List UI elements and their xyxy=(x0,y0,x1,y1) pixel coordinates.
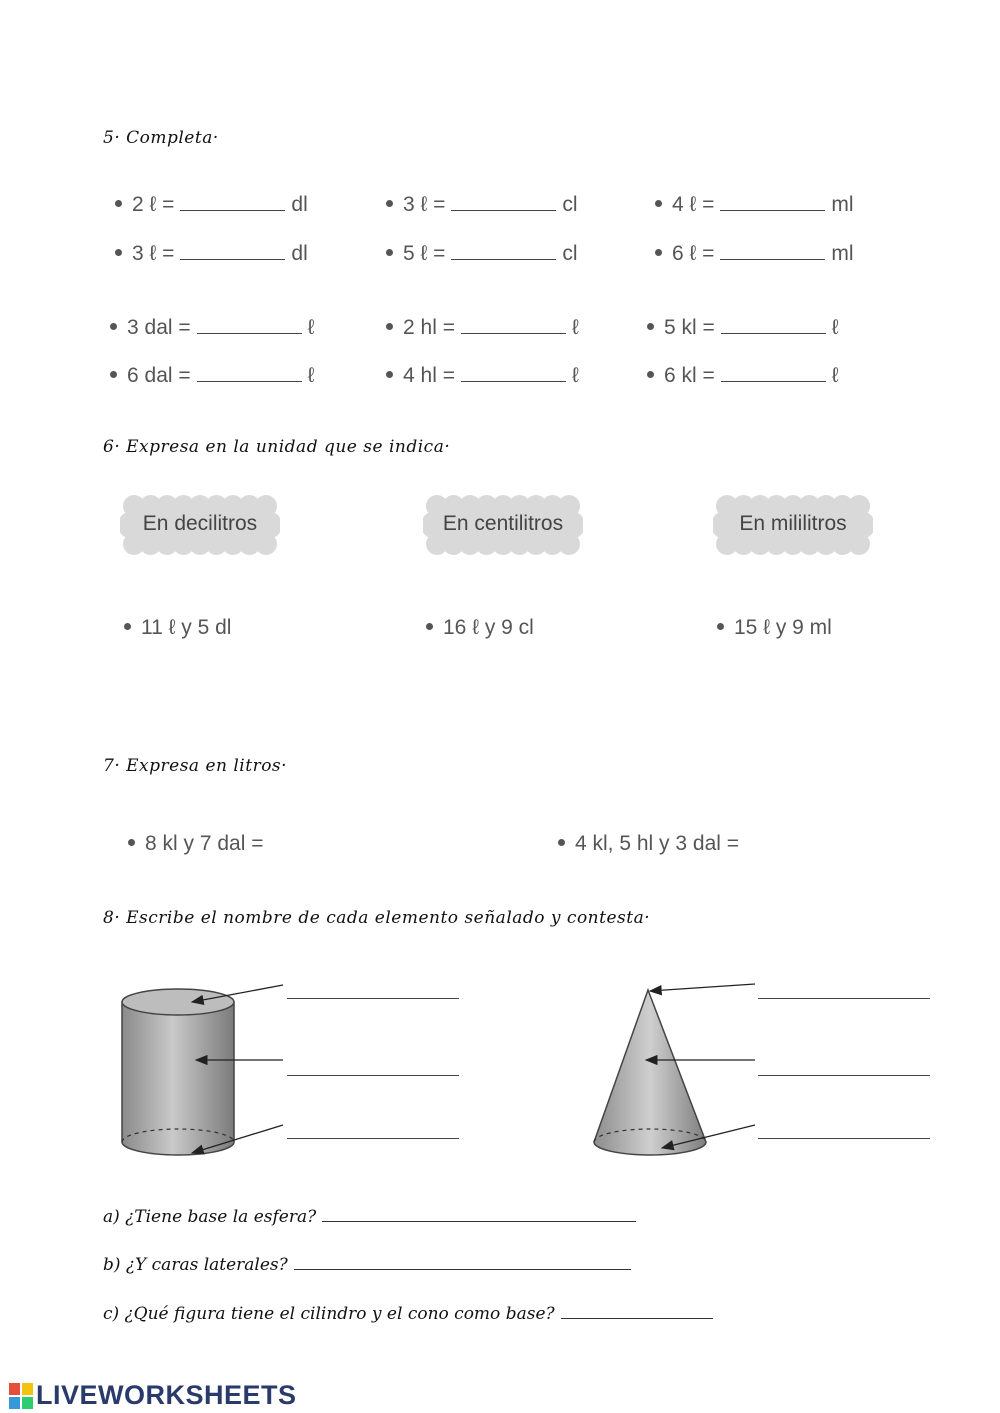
cloud-label: En centilitros xyxy=(442,512,564,535)
liveworksheets-logo-icon xyxy=(8,1382,34,1410)
bullet xyxy=(115,249,122,256)
exercise-6-answer[interactable] xyxy=(426,652,630,682)
answer-blank[interactable] xyxy=(451,196,556,211)
conversion-unit: ℓ xyxy=(307,316,315,339)
answer-line[interactable] xyxy=(287,998,459,999)
conversion-unit: ℓ xyxy=(571,364,579,387)
question-c: c) ¿Qué figura tiene el cilindro y el cono como base? xyxy=(103,1304,713,1324)
bullet xyxy=(386,323,393,330)
bullet xyxy=(386,371,393,378)
bullet xyxy=(386,249,393,256)
bullet xyxy=(558,839,565,846)
conversion-left: 6 kl = xyxy=(664,364,715,387)
answer-blank[interactable] xyxy=(197,319,302,334)
conversion-left: 6 dal = xyxy=(127,364,191,387)
answer-line[interactable] xyxy=(322,1221,636,1222)
bullet xyxy=(717,623,724,630)
bullet xyxy=(426,623,433,630)
footer-logo xyxy=(8,1380,297,1411)
conversion-item xyxy=(386,364,579,388)
conversion-left: 5 kl = xyxy=(664,316,715,339)
conversion-left: 2 hl = xyxy=(403,316,455,339)
exercise-7-title: 7· Expresa en litros· xyxy=(103,756,288,776)
bullet xyxy=(655,249,662,256)
bullet xyxy=(647,371,654,378)
answer-line[interactable] xyxy=(294,1269,631,1270)
conversion-left: 3 dal = xyxy=(127,316,191,339)
conversion-item xyxy=(386,242,578,266)
exercise-7-item: 8 kl y 7 dal = xyxy=(128,832,263,856)
conversion-item xyxy=(647,316,839,340)
unit-cloud xyxy=(423,492,583,558)
conversion-item xyxy=(110,364,314,388)
conversion-item xyxy=(386,193,578,217)
bullet xyxy=(115,200,122,207)
conversion-item xyxy=(110,316,314,340)
answer-blank[interactable] xyxy=(197,367,302,382)
exercise-6-answer[interactable] xyxy=(717,652,921,682)
bullet xyxy=(128,839,135,846)
answer-blank[interactable] xyxy=(720,245,825,260)
conversion-item xyxy=(386,316,579,340)
unit-cloud xyxy=(120,492,280,558)
answer-line[interactable] xyxy=(287,1138,459,1139)
conversion-item xyxy=(655,242,854,266)
answer-line[interactable] xyxy=(758,998,930,999)
bullet xyxy=(647,323,654,330)
conversion-left: 4 hl = xyxy=(403,364,455,387)
answer-line[interactable] xyxy=(561,1318,713,1319)
conversion-item xyxy=(115,242,308,266)
exercise-6-title: 6· Expresa en la unidad que se indica· xyxy=(103,437,451,457)
logo-text: LIVEWORKSHEETS xyxy=(36,1380,297,1410)
bullet xyxy=(110,371,117,378)
cylinder-icon xyxy=(122,989,234,1155)
shapes-figure xyxy=(0,960,1000,1180)
exercise-7-answer-2[interactable] xyxy=(780,830,974,860)
bullet xyxy=(655,200,662,207)
conversion-unit: ℓ xyxy=(307,364,315,387)
conversion-unit: ℓ xyxy=(831,364,839,387)
exercise-6-answer[interactable] xyxy=(124,652,328,682)
answer-blank[interactable] xyxy=(180,245,285,260)
unit-cloud xyxy=(713,492,873,558)
conversion-unit: dl xyxy=(291,242,308,265)
conversion-unit: ℓ xyxy=(571,316,579,339)
exercise-7-item: 4 kl, 5 hl y 3 dal = xyxy=(558,832,739,856)
exercise-8-title: 8· Escribe el nombre de cada elemento señalado y contesta· xyxy=(103,908,651,928)
conversion-unit: ℓ xyxy=(831,316,839,339)
conversion-left: 6 ℓ = xyxy=(672,242,715,265)
exercise-6-item: 15 ℓ y 9 ml xyxy=(717,616,832,640)
conversion-left: 3 ℓ = xyxy=(132,242,175,265)
exercise-6-item: 11 ℓ y 5 dl xyxy=(124,616,231,640)
conversion-unit: ml xyxy=(831,193,854,216)
cloud-label: En decilitros xyxy=(142,512,258,535)
answer-blank[interactable] xyxy=(461,319,566,334)
conversion-left: 3 ℓ = xyxy=(403,193,446,216)
bullet xyxy=(386,200,393,207)
answer-blank[interactable] xyxy=(180,196,285,211)
conversion-unit: cl xyxy=(562,242,578,265)
exercise-6-item: 16 ℓ y 9 cl xyxy=(426,616,534,640)
question-a: a) ¿Tiene base la esfera? xyxy=(103,1207,636,1227)
answer-blank[interactable] xyxy=(721,319,826,334)
answer-blank[interactable] xyxy=(461,367,566,382)
cloud-label: En mililitros xyxy=(739,512,847,535)
bullet xyxy=(124,623,131,630)
conversion-left: 4 ℓ = xyxy=(672,193,715,216)
conversion-left: 2 ℓ = xyxy=(132,193,175,216)
answer-blank[interactable] xyxy=(720,196,825,211)
answer-line[interactable] xyxy=(758,1138,930,1139)
conversion-item xyxy=(115,193,308,217)
answer-blank[interactable] xyxy=(721,367,826,382)
answer-blank[interactable] xyxy=(451,245,556,260)
question-b: b) ¿Y caras laterales? xyxy=(103,1255,631,1275)
cone-icon xyxy=(594,990,706,1155)
conversion-unit: dl xyxy=(291,193,308,216)
conversion-left: 5 ℓ = xyxy=(403,242,446,265)
conversion-item xyxy=(647,364,839,388)
bullet xyxy=(110,323,117,330)
answer-line[interactable] xyxy=(287,1075,459,1076)
answer-line[interactable] xyxy=(758,1075,930,1076)
conversion-item xyxy=(655,193,854,217)
exercise-5-title: 5· Completa· xyxy=(103,128,219,148)
conversion-unit: ml xyxy=(831,242,854,265)
conversion-unit: cl xyxy=(562,193,578,216)
exercise-7-answer-1[interactable] xyxy=(300,830,524,860)
